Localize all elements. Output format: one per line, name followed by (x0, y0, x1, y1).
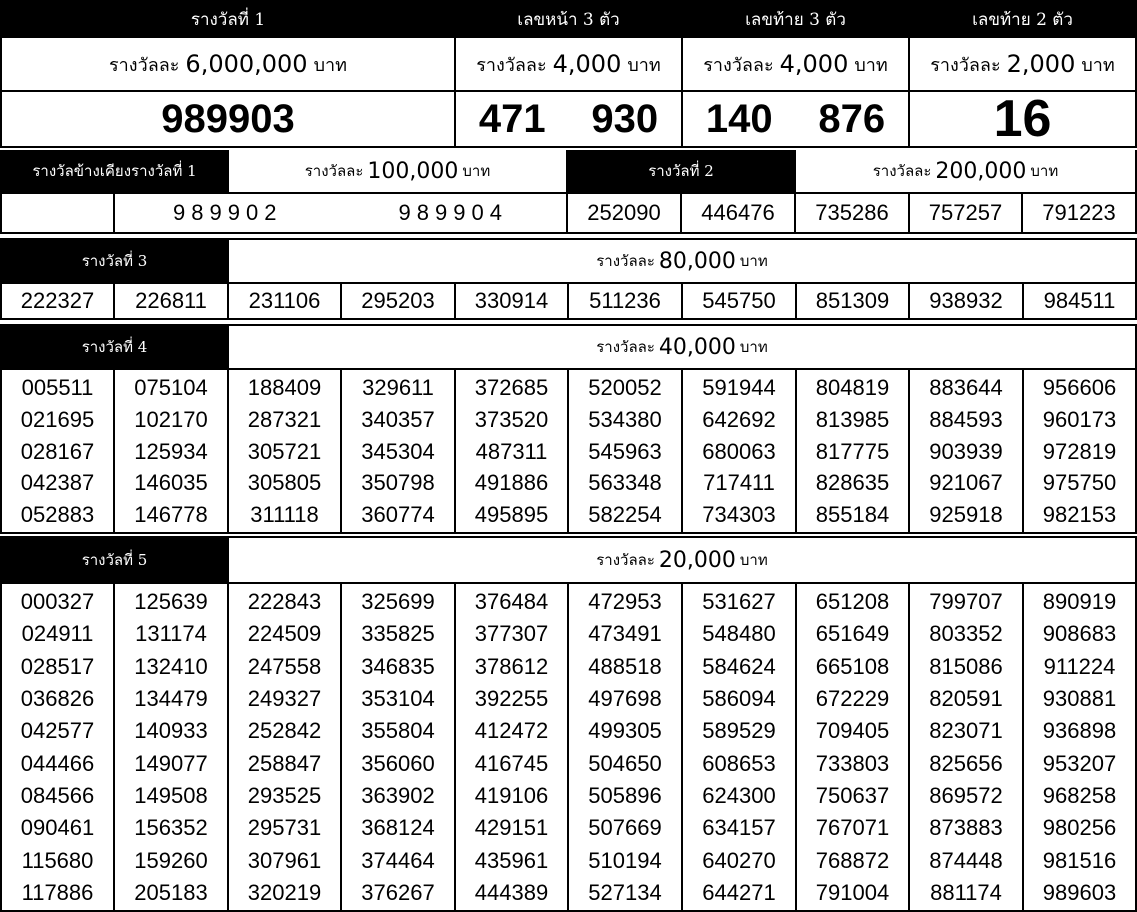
prize5-number-grid (0, 584, 1137, 912)
prize5-number: 936898 (1042, 718, 1117, 744)
prize4-number: 982153 (1042, 502, 1117, 527)
prize5-number: 803352 (929, 621, 1003, 647)
prize5-number: 825656 (929, 750, 1003, 776)
prize5-column (229, 584, 342, 912)
prize1-amount: รางวัลละ 6,000,000 บาท (0, 38, 456, 92)
prize4-number: 883644 (929, 375, 1003, 400)
prize5-number: 224509 (247, 621, 322, 647)
prize4-number: 146778 (134, 502, 208, 527)
prize4-number: 360774 (361, 502, 435, 527)
prize3-number: 545750 (683, 284, 797, 320)
prize5-number: 132410 (134, 653, 208, 679)
prize5-number: 930881 (1042, 685, 1117, 711)
front3-amount: รางวัลละ 4,000 บาท (456, 38, 683, 92)
side-prize2-number-row (0, 194, 1137, 234)
prize5-number: 131174 (135, 621, 207, 647)
prize5-number: 608653 (702, 750, 776, 776)
prize5-column (1024, 584, 1137, 912)
prize4-number: 146035 (134, 470, 208, 496)
prize5-number: 968258 (1042, 782, 1117, 808)
prize4-column (569, 370, 683, 534)
prize4-number: 563348 (588, 470, 662, 496)
prize5-number: 709405 (815, 718, 890, 744)
prize5-number: 589529 (702, 718, 776, 744)
prize4-number: 495895 (474, 502, 549, 527)
prize4-column (797, 370, 910, 534)
prize5-number: 249327 (247, 685, 322, 711)
prize5-number: 355804 (361, 718, 435, 744)
prize4-number: 305721 (247, 438, 322, 464)
prize4-number: 305805 (247, 470, 322, 496)
prize5-number: 416745 (474, 750, 549, 776)
prize5-number: 149508 (134, 782, 208, 808)
prize5-number: 293525 (247, 782, 322, 808)
prize5-number: 953207 (1042, 750, 1117, 776)
prize5-number: 586094 (702, 685, 776, 711)
prize5-number: 392255 (474, 685, 549, 711)
prize3-number: 938932 (910, 284, 1024, 320)
prize3-number: 222327 (0, 284, 115, 320)
prize4-number: 345304 (361, 438, 435, 464)
prize5-number: 320219 (247, 879, 322, 905)
prize5-amount: รางวัลละ 20,000 บาท (229, 536, 1137, 584)
prize3-number: 511236 (569, 284, 683, 320)
prize5-number: 325699 (361, 589, 435, 614)
prize5-number: 634157 (702, 815, 776, 841)
prize5-number: 980256 (1042, 815, 1117, 841)
prize4-number: 491886 (474, 470, 549, 496)
prize4-column (115, 370, 229, 534)
prize4-header-row (0, 324, 1137, 370)
prize5-number: 548480 (702, 621, 776, 647)
back3-amount: รางวัลละ 4,000 บาท (683, 38, 910, 92)
prize3-number: 851309 (797, 284, 910, 320)
prize4-number: 960173 (1042, 406, 1117, 432)
prize2-label: รางวัลที่ 2 (568, 150, 796, 194)
prize5-number: 376267 (361, 879, 435, 905)
prize4-number: 125934 (134, 438, 208, 464)
prize5-number: 042577 (20, 718, 95, 744)
prize4-column (342, 370, 456, 534)
side-prize-numbers: 989902 989904 (115, 194, 568, 234)
prize5-number: 156352 (134, 815, 208, 841)
prize4-number: 582254 (588, 502, 662, 527)
prize5-number: 247558 (247, 653, 322, 679)
prize5-number: 881174 (930, 879, 1002, 905)
prize5-number: 429151 (474, 815, 549, 841)
prize5-number: 584624 (702, 653, 776, 679)
prize3-number: 226811 (115, 284, 229, 320)
prize4-number: 972819 (1042, 438, 1117, 464)
prize4-number: 042387 (20, 470, 95, 496)
prize3-number: 330914 (456, 284, 569, 320)
prize4-number: 884593 (929, 406, 1003, 432)
prize4-number: 925918 (929, 502, 1003, 527)
prize5-number: 651208 (815, 589, 890, 614)
side-prize-label: รางวัลข้างเคียงรางวัลที่ 1 (0, 150, 229, 194)
prize4-amount: รางวัลละ 40,000 บาท (229, 324, 1137, 370)
prize4-number: 804819 (815, 375, 890, 400)
prize5-number: 981516 (1042, 847, 1117, 873)
prize4-number: 591944 (702, 375, 776, 400)
header-row (0, 0, 1137, 38)
prize4-number: 855184 (815, 502, 890, 527)
prize3-amount: รางวัลละ 80,000 บาท (229, 238, 1137, 284)
prize4-number-grid (0, 370, 1137, 534)
front3-header: เลขหน้า 3 ตัว (456, 0, 683, 38)
prize5-number: 444389 (474, 879, 549, 905)
prize5-column (683, 584, 797, 912)
prize5-number: 205183 (134, 879, 208, 905)
prize5-number: 823071 (929, 718, 1003, 744)
prize5-number: 499305 (588, 718, 662, 744)
prize3-number: 984511 (1024, 284, 1137, 320)
prize5-number: 890919 (1042, 589, 1117, 614)
prize4-column (0, 370, 115, 534)
prize5-number: 149077 (134, 750, 208, 776)
prize5-number: 672229 (815, 685, 890, 711)
side-prize-blank (0, 194, 115, 234)
prize5-number: 090461 (20, 815, 95, 841)
prize5-number: 125639 (134, 589, 208, 614)
prize2-number: 757257 (910, 194, 1023, 234)
prize5-number: 504650 (588, 750, 662, 776)
prize4-number: 005511 (21, 375, 94, 400)
prize4-number: 487311 (475, 438, 548, 464)
prize4-number: 680063 (702, 438, 776, 464)
prize5-number: 024911 (21, 621, 94, 647)
prize5-number: 644271 (702, 879, 776, 905)
prize4-number: 642692 (702, 406, 776, 432)
prize5-number: 376484 (474, 589, 549, 614)
prize4-number: 021695 (20, 406, 95, 432)
prize1-number: 989903 (0, 92, 456, 148)
prize4-number: 075104 (134, 375, 208, 400)
prize5-number: 869572 (929, 782, 1003, 808)
prize5-number: 767071 (815, 815, 890, 841)
prize5-label: รางวัลที่ 5 (0, 536, 229, 584)
prize5-number: 353104 (361, 685, 435, 711)
prize4-number: 903939 (929, 438, 1003, 464)
prize4-number: 311118 (250, 502, 319, 527)
prize5-number: 505896 (588, 782, 662, 808)
back3-header: เลขท้าย 3 ตัว (683, 0, 910, 38)
prize5-number: 873883 (929, 815, 1003, 841)
prize5-number: 750637 (815, 782, 890, 808)
prize4-number: 329611 (362, 375, 434, 400)
prize5-number: 117886 (21, 879, 94, 905)
prize1-header: รางวัลที่ 1 (0, 0, 456, 38)
prize4-number: 102170 (134, 406, 208, 432)
prize5-number: 640270 (702, 847, 776, 873)
prize5-column (797, 584, 910, 912)
prize5-number: 531627 (702, 589, 776, 614)
winner-row (0, 92, 1137, 148)
prize5-number: 134479 (134, 685, 208, 711)
prize5-number: 419106 (474, 782, 549, 808)
prize5-number: 768872 (815, 847, 890, 873)
side-prize-amount: รางวัลละ 100,000 บาท (229, 150, 568, 194)
prize4-number: 028167 (20, 438, 95, 464)
prize5-number: 874448 (929, 847, 1003, 873)
prize5-number: 665108 (815, 653, 890, 679)
prize3-label: รางวัลที่ 3 (0, 238, 229, 284)
prize2-number: 791223 (1023, 194, 1137, 234)
prize5-number: 820591 (929, 685, 1003, 711)
prize5-column (0, 584, 115, 912)
prize4-number: 545963 (588, 438, 662, 464)
prize4-column (683, 370, 797, 534)
prize5-number: 815086 (929, 653, 1003, 679)
prize2-number: 735286 (796, 194, 910, 234)
prize3-header-row (0, 238, 1137, 284)
prize4-number: 340357 (361, 406, 435, 432)
prize5-number: 989603 (1042, 879, 1117, 905)
prize5-header-row (0, 536, 1137, 584)
prize5-column (910, 584, 1024, 912)
prize5-number: 258847 (247, 750, 322, 776)
prize5-number: 363902 (361, 782, 435, 808)
prize5-number: 651649 (815, 621, 890, 647)
prize4-number: 921067 (929, 470, 1003, 496)
prize5-number: 911224 (1043, 653, 1116, 679)
prize5-number: 307961 (247, 847, 322, 873)
prize5-number: 036826 (20, 685, 95, 711)
prize5-number: 000327 (20, 589, 95, 614)
prize5-number: 412472 (474, 718, 549, 744)
prize4-number: 373520 (474, 406, 549, 432)
prize5-column (569, 584, 683, 912)
prize5-number: 908683 (1042, 621, 1117, 647)
prize4-number: 534380 (588, 406, 662, 432)
prize4-column (910, 370, 1024, 534)
prize5-number: 374464 (361, 847, 435, 873)
prize5-number: 791004 (815, 879, 890, 905)
prize4-number: 188409 (247, 375, 322, 400)
prize5-number: 346835 (361, 653, 435, 679)
prize4-number: 734303 (702, 502, 776, 527)
prize5-number: 378612 (474, 653, 549, 679)
prize4-number: 052883 (20, 502, 95, 527)
prize5-number: 377307 (474, 621, 549, 647)
prize4-number: 828635 (815, 470, 890, 496)
prize4-number: 287321 (247, 406, 322, 432)
prize5-number: 799707 (929, 589, 1003, 614)
prize4-number: 717411 (703, 470, 775, 496)
back2-number: 16 (910, 92, 1137, 148)
prize4-column (1024, 370, 1137, 534)
prize5-number: 295731 (247, 815, 322, 841)
prize4-column (229, 370, 342, 534)
prize3-number-row (0, 284, 1137, 320)
prize2-number: 446476 (682, 194, 796, 234)
prize5-number: 335825 (361, 621, 435, 647)
prize4-number: 520052 (588, 375, 662, 400)
prize5-number: 510194 (588, 847, 662, 873)
prize4-label: รางวัลที่ 4 (0, 324, 229, 370)
back2-amount: รางวัลละ 2,000 บาท (910, 38, 1137, 92)
prize5-number: 624300 (702, 782, 776, 808)
prize5-number: 507669 (588, 815, 662, 841)
prize5-number: 028517 (20, 653, 95, 679)
prize5-number: 733803 (815, 750, 890, 776)
back3-numbers: 140 876 (683, 92, 910, 148)
prize2-amount: รางวัลละ 200,000 บาท (796, 150, 1137, 194)
prize5-number: 159260 (134, 847, 208, 873)
prize4-number: 975750 (1042, 470, 1117, 496)
prize4-number: 372685 (474, 375, 549, 400)
prize4-number: 956606 (1042, 375, 1117, 400)
prize3-number: 231106 (229, 284, 342, 320)
prize5-number: 115680 (21, 847, 94, 873)
prize5-column (115, 584, 229, 912)
prize5-number: 252842 (247, 718, 322, 744)
prize5-number: 222843 (247, 589, 322, 614)
prize5-number: 044466 (20, 750, 95, 776)
prize4-column (456, 370, 569, 534)
prize5-number: 473491 (588, 621, 662, 647)
prize4-number: 350798 (361, 470, 435, 496)
front3-numbers: 471 930 (456, 92, 683, 148)
prize5-number: 488518 (588, 653, 662, 679)
prize5-column (456, 584, 569, 912)
prize2-number: 252090 (568, 194, 682, 234)
side-prize2-label-row (0, 150, 1137, 194)
prize5-column (342, 584, 456, 912)
prize5-number: 497698 (588, 685, 662, 711)
prize5-number: 472953 (588, 589, 662, 614)
prize3-number: 295203 (342, 284, 456, 320)
back2-header: เลขท้าย 2 ตัว (910, 0, 1137, 38)
prize5-number: 368124 (361, 815, 435, 841)
amount-row (0, 38, 1137, 92)
prize4-number: 813985 (815, 406, 890, 432)
prize5-number: 140933 (134, 718, 208, 744)
prize4-number: 817775 (815, 438, 890, 464)
prize5-number: 084566 (20, 782, 95, 808)
prize5-number: 527134 (588, 879, 662, 905)
prize5-number: 435961 (474, 847, 549, 873)
prize5-number: 356060 (361, 750, 435, 776)
